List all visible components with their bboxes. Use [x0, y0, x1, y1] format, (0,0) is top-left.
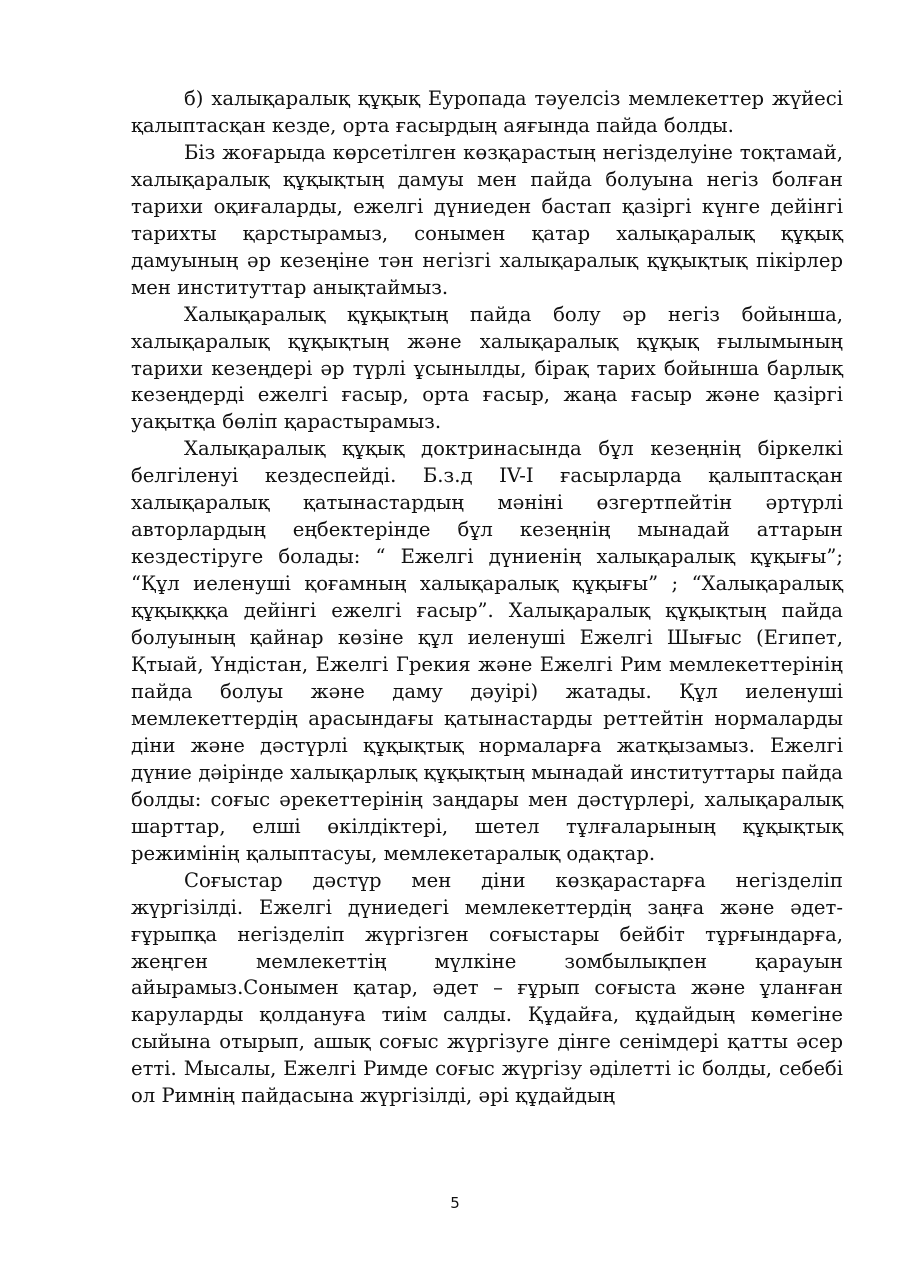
paragraph: Халықаралық құқықтың пайда болу әр негіз бойынша, халықаралық құқықтың және халықаралық құқық ғылымының тарихи кезеңдері әр түрлі ұсынылды, бірақ тарих бойынша барлық кезеңдерді ежелгі ғасыр, орта ғасыр, жаңа ғасыр және қазіргі уақытқа бөліп қарастырамыз.	[131, 302, 843, 434]
paragraph: б) халықаралық құқық Еуропада тәуелсіз мемлекеттер жүйесі қалыптасқан кезде, орта ғасырдың аяғында пайда болды.	[131, 87, 843, 137]
paragraph: Халықаралық құқық доктринасында бұл кезеңнің біркелкі белгіленуі кездеспейді. Б.з.д IV-I ғасырларда қалыптасқан халықаралық қатынастардың мәніні өзгертпейтін әртүрлі авторлардың еңбектерінде бұл кезеңнің мынадай аттарын кездестіруге болады: “ Ежелгі дүниенің халықаралық құқығы”; “Құл иеленуші қоғамның халықаралық құқығы” ; “Халықаралық құқықққа дейінгі ежелгі ғасыр”. Халықаралық құқықтың пайда болуының қайнар көзіне құл иеленуші Ежелгі Шығыс (Египет, Қтыай, Үндістан, Ежелгі Грекия және Ежелгі Рим мемлекеттерінің пайда болуы және даму дәуірі) жатады. Құл иеленуші мемлекеттердің арасындағы қатынастарды реттейтін нормаларды діни және дәстүрлі құқықтық нормаларға жатқызамыз. Ежелгі дүние дәірінде халықарлық құқықтың мынадай институттары пайда болды: соғыс әрекеттерінің заңдары мен дәстүрлері, халықаралық шарттар, елші өкілдіктері, шетел тұлғаларының құқықтық режимінің қалыптасуы, мемлекетаралық одақтар.	[131, 437, 843, 865]
paragraph: Соғыстар дәстүр мен діни көзқарастарға негізделіп жүргізілді. Ежелгі дүниедегі мемлекеттердің заңға және әдет-ғұрыпқа негізделіп жүргізген соғыстары бейбіт тұрғындарға, жеңген мемлекеттің мүлкіне зомбылықпен қарауын айырамыз.Сонымен қатар, әдет – ғұрып соғыста және ұланған каруларды қолдануға тиім салды. Құдайға, құдайдың көмегіне сыйына отырып, ашық соғыс жүргізуге дінге сенімдері қатты әсер етті. Мысалы, Ежелгі Римде соғыс жүргізу әділетті іс болды, себебі ол Римнің пайдасына жүргізілді, әрі құдайдың	[131, 868, 843, 1108]
body-text	[131, 86, 843, 1110]
page-number: 5	[450, 1194, 460, 1212]
paragraph: Біз жоғарыда көрсетілген көзқарастың негізделуіне тоқтамай, халықаралық құқықтың дамуы мен пайда болуына негіз болған тарихи оқиғаларды, ежелгі дүниеден бастап қазіргі күнге дейінгі тарихты қарстырамыз, сонымен қатар халықаралық құқық дамуының әр кезеңіне тән негізгі халықаралық құқықтық пікірлер мен институттар анықтаймыз.	[131, 140, 843, 299]
